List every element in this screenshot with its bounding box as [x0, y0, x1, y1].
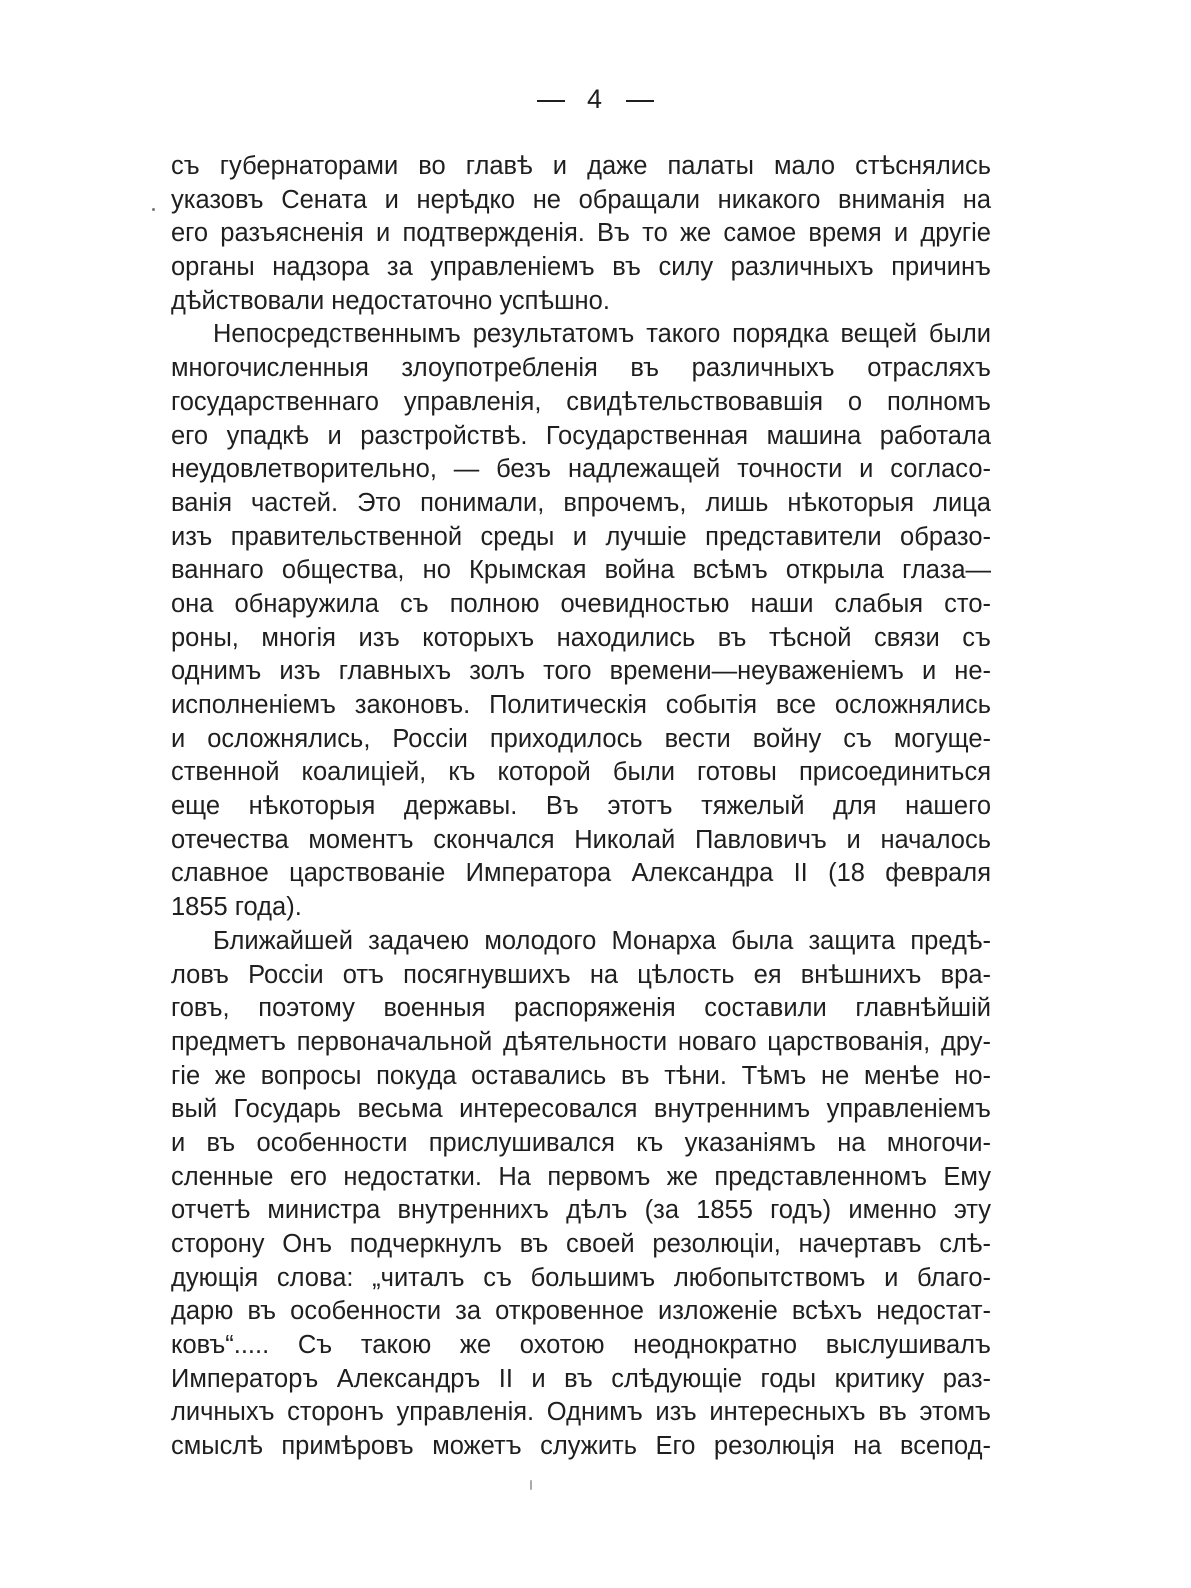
- text-line: многочисленныя злоупотребленія въ различныхъ отрасляхъ: [171, 354, 991, 383]
- text-line: отечества моментъ скончался Николай Павловичъ и началось: [171, 825, 991, 854]
- scan-speck: [152, 208, 155, 211]
- text-line: гіе же вопросы покуда оставались въ тѣни. Тѣмъ не менѣе но-: [171, 1061, 991, 1090]
- text-line: Императоръ Александръ II и въ слѣдующіе годы критику раз-: [171, 1364, 991, 1393]
- page-number-header: [0, 84, 1191, 115]
- text-line: предметъ первоначальной дѣятельности новаго царствованія, дру-: [171, 1027, 991, 1056]
- text-line: органы надзора за управленіемъ въ силу различныхъ причинъ: [171, 253, 991, 282]
- text-line: съ губернаторами во главѣ и даже палаты мало стѣснялись: [171, 152, 991, 180]
- text-line: роны, многія изъ которыхъ находились въ тѣсной связи съ: [171, 623, 991, 652]
- right-dash-ornament: [626, 100, 654, 102]
- text-line: ственной коалиціей, къ которой были готовы присоединиться: [171, 758, 991, 787]
- text-line: ванія частей. Это понимали, впрочемъ, лишь нѣкоторыя лица: [171, 488, 991, 517]
- text-line: дующія слова: „читалъ съ большимъ любопытствомъ и благо-: [171, 1263, 991, 1292]
- text-line: и въ особенности прислушивался къ указаніямъ на многочи-: [171, 1128, 991, 1157]
- text-line: однимъ изъ главныхъ золъ того времени—неуваженіемъ и не-: [171, 657, 991, 686]
- text-line: вый Государь весьма интересовался внутреннимъ управленіемъ: [171, 1095, 991, 1124]
- text-line: личныхъ сторонъ управленія. Однимъ изъ интересныхъ въ этомъ: [171, 1398, 991, 1427]
- scan-speck: [530, 1480, 532, 1490]
- text-line: его разъясненія и подтвержденія. Въ то же самое время и другіе: [171, 219, 991, 248]
- page-number: 4: [586, 84, 605, 114]
- text-line: славное царствованіе Императора Александра II (18 февраля: [171, 859, 991, 888]
- text-line: она обнаружила съ полною очевидностью наши слабыя сто-: [171, 589, 991, 618]
- paragraph-2: [171, 318, 991, 924]
- text-line: еще нѣкоторыя державы. Въ этотъ тяжелый для нашего: [171, 792, 991, 821]
- text-line: сторону Онъ подчеркнулъ въ своей резолюціи, начертавъ слѣ-: [171, 1230, 991, 1258]
- text-line: сленные его недостатки. На первомъ же представленномъ Ему: [171, 1162, 991, 1191]
- paragraph-3: [171, 925, 991, 1464]
- text-line: смыслѣ примѣровъ можетъ служить Его резолюція на всепод-: [171, 1432, 991, 1461]
- text-line: 1855 года).: [171, 893, 302, 922]
- text-line: ловъ Россіи отъ посягнувшихъ на цѣлость ея внѣшнихъ вра-: [171, 960, 991, 989]
- left-dash-ornament: [537, 100, 565, 102]
- text-line: дѣйствовали недостаточно успѣшно.: [171, 286, 610, 315]
- text-line: отчетѣ министра внутреннихъ дѣлъ (за 1855 годъ) именно эту: [171, 1196, 991, 1225]
- text-line: его упадкѣ и разстройствѣ. Государственная машина работала: [171, 421, 991, 450]
- text-line: говъ, поэтому военныя распоряженія составили главнѣйшій: [171, 994, 991, 1023]
- text-line: ваннаго общества, но Крымская война всѣмъ открыла глаза—: [171, 556, 991, 585]
- text-line: Ближайшей задачею молодого Монарха была защита предѣ-: [213, 926, 991, 955]
- text-line: государственнаго управленія, свидѣтельствовавшія о полномъ: [171, 387, 991, 416]
- text-line: указовъ Сената и нерѣдко не обращали никакого вниманія на: [171, 185, 991, 214]
- text-line: и осложнялись, Россіи приходилось вести войну съ могуще-: [171, 724, 991, 753]
- text-line: изъ правительственной среды и лучшіе представители образо-: [171, 522, 991, 551]
- text-line: ковъ“..... Съ такою же охотою неоднократно выслушивалъ: [171, 1331, 991, 1360]
- text-line: дарю въ особенности за откровенное изложеніе всѣхъ недостат-: [171, 1297, 991, 1326]
- body-text: [171, 150, 991, 1464]
- text-line: неудовлетворительно, — безъ надлежащей точности и согласо-: [171, 455, 991, 484]
- text-line: исполненіемъ законовъ. Политическія событія все осложнялись: [171, 691, 991, 719]
- paragraph-1: [171, 150, 991, 318]
- text-line: Непосредственнымъ результатомъ такого порядка вещей были: [213, 320, 991, 349]
